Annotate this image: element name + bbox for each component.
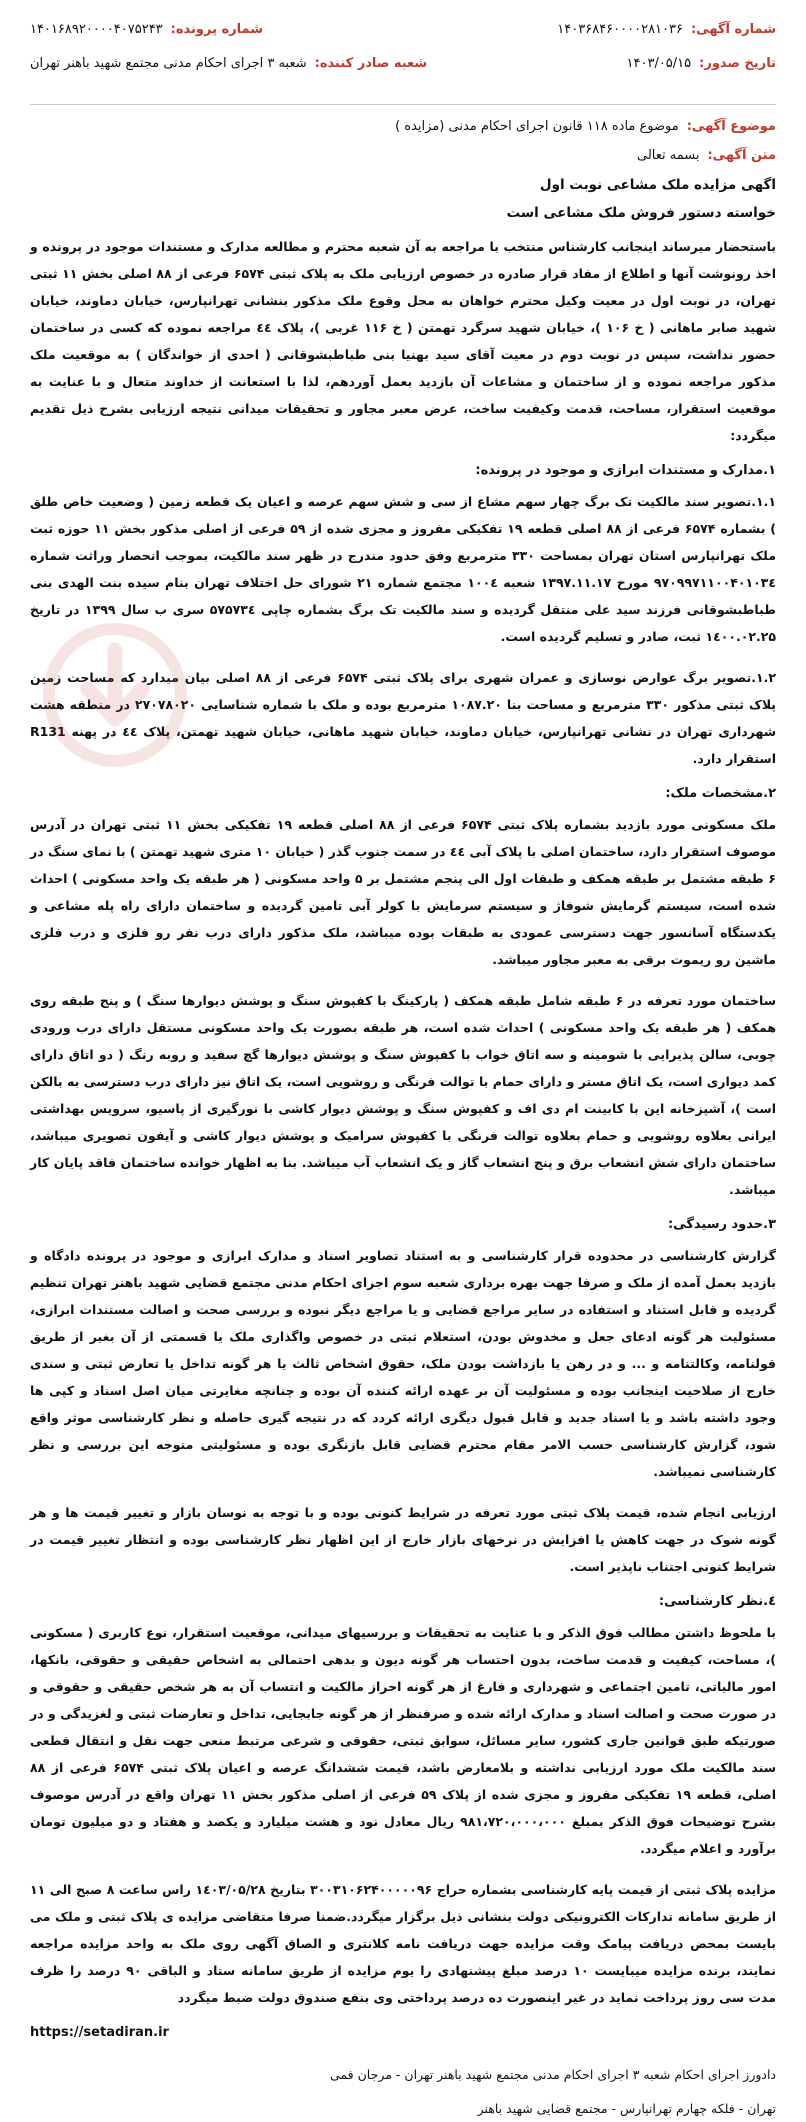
section3-para1: گزارش کارشناسی در محدوده قرار کارشناسی و به استناد تصاویر اسناد و مدارک ابرازی و موجود در پرونده دادگاه و بازدید بعمل آمده از ملک و صرفا جهت بهره برداری شعبه سوم اجرای احکام مدنی مجتمع قضایی شهید باهنر تهران تنظیم گردیده و قابل استناد و استفاده در سایر مراجع قضایی و یا مراجع دیگر نبوده و بررسی صحت و اصالت مستندات ابرازی، مسئولیت هر گونه ادعای جعل و مخدوش بودن، استعلام ثبتی در خصوص واگذاری ملک یا قسمتی از آن بغیر از طریق قولنامه، وکالتنامه و ... و در رهن یا بازداشت بودن ملک، حقوق اشخاص ثالث یا هر گونه تداخل یا تعارض ثبتی و سندی خارج از صلاحیت اینجانب بوده و مسئولیت آن بر عهده ارائه کننده آن بوده و چنانچه مغایرتی میان اصل اسناد و کپی ها وجود داشته باشد و یا اسناد جدید و قابل قبول دیگری ارائه کردد که در نتیجه گیری حاصله و نظر کارشناسی موثر واقع شود، گزارش کارشناسی حسب الامر مقام محترم قضایی قابل بازنگری بوده و مسئولیتی متوجه این بررسی و نظر کارشناسی نمیباشد. xyxy=(30,1248,776,1479)
section1-item1: ۱.۱.تصویر سند مالکیت تک برگ چهار سهم مشاع از سی و شش سهم عرصه و اعیان یک قطعه زمین ( وضعیت خاص طلق ) بشماره ۶۵۷۴ فرعی از ۸۸ اصلی قطعه ۱۹ تفکیکی مفروز و مجزی شده از ۵۹ فرعی از اصلی مذکور بخش ۱۱ حوزه ثبت ملک تهرانپارس استان تهران بمساحت ۳۳۰ مترمربع وفق حدود مندرج در ظهر سند مالکیت، بموجب انحصار وراثت شماره ۹۷۰۹۹۷۱۱۰۰۴۰۱۰۳٤ مورخ ۱۳۹۷.۱۱.۱۷ شعبه ۱۰۰٤ مجتمع شماره ۲۱ شورای حل اختلاف تهران بنام سیده بنت الهدی بنی طباطبشوقانی فرزند سید علی منتقل گردیده و سند مالکیت تک برگ بشماره چاپی ۵۷۵۷۳٤ سری ب سال ۱۳۹۹ در تاریخ ۱٤۰۰.۰۲.۲۵ ثبت، صادر و تسلیم گردیده است. xyxy=(30,494,776,644)
website-link[interactable]: https://setadiran.ir xyxy=(30,2025,169,2040)
section1-heading: ۱.مدارک و مستندات ابرازی و موجود در پرونده: xyxy=(475,463,776,478)
body-label-value: بسمه تعالی xyxy=(636,148,700,163)
section3-para2: ارزیابی انجام شده، قیمت پلاک ثبتی مورد تعرفه در شرایط کنونی بوده و با توجه به نوسان بازار و تغییر قیمت ها و هر گونه شوک در جهت کاهش یا افزایش در نرخهای بازار خارج از این اظهار نظر کارشناسی بوده و انتظار تغییر قیمت در شرایط کنونی اجتناب ناپذیر است. xyxy=(30,1505,776,1574)
section2-para2: ساختمان مورد تعرفه در ۶ طبقه شامل طبقه همکف ( پارکینگ با کفپوش سنگ و پوشش دیوارها سنگ ) و پنج طبقه روی همکف ( هر طبقه یک واحد مسکونی ) احداث شده است، هر طبقه بصورت یک واحد مسکونی مستقل دارای درب ورودی چوبی، سالن پذیرایی با شومینه و سه اتاق خواب با کفپوش سنگ و پوشش دیوارها گچ سفید و روبه رنگ ( دو اتاق دارای کمد دیواری است، یک اتاق مستر و دارای حمام با توالت فرنگی و روشویی است، یک اتاق نیز دارای درب دسترسی به بالکن است )، آشپزخانه این با کابینت ام دی اف و کفپوش سنگ و پوشش دیوار کاشی با نورگیری از پاسیو، سرویس بهداشتی ایرانی بعلاوه روشویی و حمام بعلاوه توالت فرنگی با کفپوش سرامیک و پوشش دیوار کاشی و آیفون تصویری میباشد، ساختمان دارای شش انشعاب برق و پنج انشعاب گاز و یک انشعاب آب میباشد. بنا به اظهار خوانده ساختمان فاقد پایان کار میباشد. xyxy=(30,993,776,1197)
issue-date-label: تاریخ صدور: xyxy=(699,56,776,71)
header-divider xyxy=(30,104,776,105)
subject-label: موضوع آگهی: xyxy=(686,119,776,134)
section4-heading: ٤.نظر کارشناسی: xyxy=(658,1594,776,1609)
section2-para1: ملک مسکونی مورد بازدید بشماره پلاک ثبتی ۶۵۷۴ فرعی از ۸۸ اصلی قطعه ۱۹ تفکیکی بخش ۱۱ ثبتی تهران در آدرس موصوف استقرار دارد، ساختمان اصلی با پلاک آبی ٤٤ در سمت جنوب گذر ( خیابان ۱۰ متری شهید تهمتن ) با نمای سنگ در ۶ طبقه مشتمل بر طبقه همکف و طبقات اول الی پنجم مشتمل بر ۵ واحد مسکونی ( هر طبقه یک واحد مسکونی ) احداث شده است، سیستم گرمایش شوفاژ و سیستم سرمایش با کولر آبی تامین گردیده و ساختمان دارای راه پله مشاعی و یکدستگاه آسانسور جهت دسترسی عمودی به طبقات بوده میباشد، ملک مذکور دارای درب نفر رو فلزی و درب فلزی ماشین رو ریموت برقی به معبر مجاور میباشد. xyxy=(30,817,777,967)
issue-date-value: ۱۴۰۳/۰۵/۱۵ xyxy=(626,56,692,71)
issue-date xyxy=(627,56,776,71)
intro-paragraph: باستحضار میرساند اینجانب کارشناس منتخب با مراجعه به آن شعبه محترم و مطالعه مدارک و مستندات موجود در پرونده و اخذ رونوشت آنها و اطلاع از مفاد قرار صادره در خصوص ارزیابی ملک به پلاک ثبتی ۶۵۷۴ فرعی از ۸۸ اصلی بخش ۱۱ ثبتی تهران، در نوبت اول در معیت وکیل محترم خواهان به محل وقوع ملک مذکور بنشانی تهرانپارس، خیابان دماوند، خیابان شهید صابر ماهانی ( خ ۱۰۶ )، خیابان شهید سرگرد تهمتن ( خ ۱۱۶ غربی )، پلاک ٤٤ مراجعه نموده که کسی در ساختمان حضور نداشت، سپس در نوبت دوم در معیت آقای سید بهنیا بنی طباطبشوقانی ( احدی از خواندگان ) به موقعیت ملک مذکور مراجعه نموده و از ساختمان و مشاعات آن بازدید بعمل آوردهم، لذا با استعانت از خداوند متعال و با عنایت به موقعیت استقرار، مساحت، قدمت وکیفیت ساخت، عرض معبر مجاور و تحقیقات میدانی نتیجه ارزیابی بشرح ذیل تقدیم میگردد: xyxy=(30,239,776,443)
case-number-label: شماره پرونده: xyxy=(170,22,264,37)
body-label: متن آگهی: xyxy=(707,148,776,163)
section4-para2: مزایده پلاک ثبتی از قیمت پایه کارشناسی بشماره حراج ۳۰۰۳۱۰۶۲۴۰۰۰۰۰۹۶ بتاریخ ۱٤۰۳/۰۵/۲۸ راس ساعت ۸ صبح الی ۱۱ از طریق سامانه تدارکات الکترونیکی دولت بنشانی ذیل برگزار میگردد.ضمنا صرفا متقاضی مزایده ی پلاک ثبتی و ملک می بایست بمحض دریافت پیامک وقت مزایده جهت دریافت نامه کلانتری و الصاق آگهی روی ملک به واحد مزایده مراجعه نمایند، برنده مزایده میبایست ۱۰ درصد مبلغ پیشنهادی را یوم مزایده از طریق سامانه ستاد و الباقی ۹۰ درصد را ظرف مدت سی روز پرداخت نماید در غیر اینصورت ده درصد پرداختی وی بنفع صندوق دولت ضبط میگردد xyxy=(30,1882,776,2005)
ad-number xyxy=(557,22,776,37)
section1-item2: ۱.۲.تصویر برگ عوارض نوسازی و عمران شهری برای پلاک ثبتی ۶۵۷۴ فرعی از ۸۸ اصلی بیان میدارد که مساحت زمین پلاک ثبتی مذکور ۳۳۰ مترمربع و مساحت بنا ۱۰۸۷.۲۰ مترمربع بوده و ملک با شماره شناسایی ۲۷۰۷۸۰۲۰ در منطقه هشت شهرداری تهران در نشانی تهرانپارس، خیابان دماوند، خیابان شهید ماهانی، خیابان شهید تهمتن، پلاک ٤٤ در پهنه R131 استقرار دارد. xyxy=(30,670,776,766)
header-row-2 xyxy=(30,56,776,90)
subject-row xyxy=(30,119,776,134)
subject-value: موضوع ماده ۱۱۸ قانون اجرای احکام مدنی (مزایده ) xyxy=(395,119,679,134)
ad-number-label: شماره آگهی: xyxy=(690,22,776,37)
ad-number-value: ۱۴۰۳۶۸۴۶۰۰۰۰۲۸۱۰۳۶ xyxy=(557,22,683,37)
notice-title: اگهی مزایده ملک مشاعی نوبت اول xyxy=(539,177,776,193)
case-number-value: ۱۴۰۱۶۸۹۲۰۰۰۰۴۰۷۵۲۴۳ xyxy=(30,22,163,37)
header-row-1 xyxy=(30,22,776,56)
issuer xyxy=(30,56,427,71)
section3-heading: ۳.حدود رسیدگی: xyxy=(667,1217,776,1232)
signature-line-1: دادورز اجرای احکام شعبه ۳ اجرای احکام مدنی مجتمع شهید باهنر تهران - مرجان فمی xyxy=(330,2067,776,2082)
signature-line-2: تهران - فلکه چهارم تهرانپارس - مجتمع قضایی شهید باهنر xyxy=(477,2101,776,2116)
issuer-value: شعبه ۳ اجرای احکام مدنی مجتمع شهید باهنر تهران xyxy=(30,56,307,71)
case-number xyxy=(30,22,263,37)
body-label-row xyxy=(30,148,776,163)
issuer-label: شعبه صادر کننده: xyxy=(314,56,428,71)
notice-subtitle: خواسته دستور فروش ملک مشاعی است xyxy=(506,205,776,221)
section2-heading: ۲.مشخصات ملک: xyxy=(665,786,776,801)
section4-para1: با ملحوظ داشتن مطالب فوق الذکر و با عنایت به تحقیقات و بررسیهای میدانی، موقعیت استقرار، نوع کاربری ( مسکونی )، مساحت، کیفیت و قدمت ساخت، بدون احتساب هر گونه دیون و بدهی احتمالی به اشخاص حقیقی و حقوقی، بانکها، امور مالیاتی، تامین اجتماعی و شهرداری و فارغ از هر گونه احراز مالکیت و انتساب آن به هر شخص حقیقی و حقوقی و در صورت صحت و اصالت اسناد و مدارک ارائه شده و صرفنظر از هر گونه جابجایی، تداخل و تعارضات ثبتی و لغزیدگی و در صورتیکه طبق قوانین جاری کشور، سایر مسائل، سوابق ثبتی، حقوقی و شرعی مرتبط منعی جهت نقل و انتقال قطعی سند مالکیت ملک مورد ارزیابی نداشته و بلامعارض باشد، قیمت ششدانگ عرصه و اعیان پلاک ثبتی ۶۵۷۴ فرعی از ۸۸ اصلی، قطعه ۱۹ تفکیکی مفروز و مجزی شده از پلاک ۵۹ فرعی از اصلی مذکور بخش ۱۱ تهران واقع در آدرس موصوف بشرح توضیحات فوق الذکر بمبلغ ۹۸۱،۷۲۰،۰۰۰،۰۰۰ ریال معادل نود و هشت میلیارد و یکصد و هفتاد و دو میلیون تومان برآورد و اعلام میگردد. xyxy=(30,1625,777,1856)
